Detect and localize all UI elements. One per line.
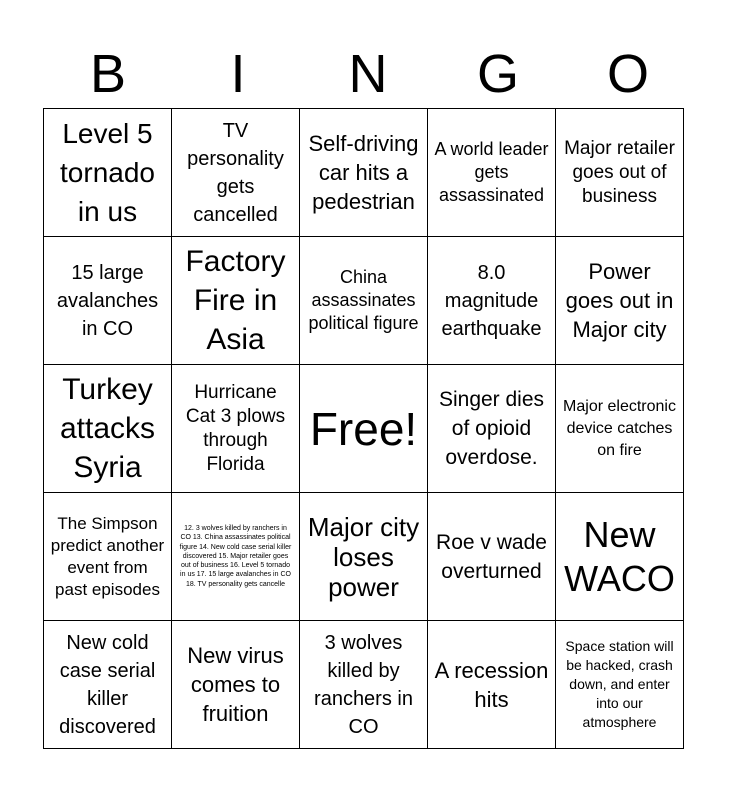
bingo-cell[interactable]: Major retailer goes out of business	[556, 109, 684, 237]
header-letter-n: N	[348, 44, 388, 104]
header-letter-o: O	[606, 44, 649, 104]
bingo-cell[interactable]: Self-driving car hits a pedestrian	[300, 109, 428, 237]
bingo-grid	[43, 108, 684, 749]
bingo-cell[interactable]: New WACO	[556, 493, 684, 621]
bingo-cell[interactable]: TV personality gets cancelled	[172, 109, 300, 237]
bingo-cell[interactable]: Roe v wade overturned	[428, 493, 556, 621]
grid-row	[44, 365, 684, 493]
free-cell[interactable]: Free!	[300, 365, 428, 493]
bingo-cell[interactable]: 12. 3 wolves killed by ranchers in CO 13. China assassinates political figure 14. New cold case serial killer discovered 15. Major retailer goes out of business 16. Level 5 tornado in us 17. 15 large avalanches in CO 18. TV personality gets cancelle	[172, 493, 300, 621]
bingo-cell[interactable]: Hurricane Cat 3 plows through Florida	[172, 365, 300, 493]
grid-row	[44, 493, 684, 621]
bingo-cell[interactable]: Major city loses power	[300, 493, 428, 621]
bingo-cell[interactable]: Power goes out in Major city	[556, 237, 684, 365]
bingo-cell[interactable]: New cold case serial killer discovered	[44, 621, 172, 749]
bingo-cell[interactable]: 3 wolves killed by ranchers in CO	[300, 621, 428, 749]
bingo-cell[interactable]: New virus comes to fruition	[172, 621, 300, 749]
header-letter-i: I	[230, 44, 246, 104]
bingo-cell[interactable]: Factory Fire in Asia	[172, 237, 300, 365]
bingo-cell[interactable]: A world leader gets assassinated	[428, 109, 556, 237]
header-letter-g: G	[476, 44, 519, 104]
grid-row	[44, 109, 684, 237]
bingo-cell[interactable]: 15 large avalanches in CO	[44, 237, 172, 365]
bingo-cell[interactable]: The Simpson predict another event from past episodes	[44, 493, 172, 621]
bingo-cell[interactable]: China assassinates political figure	[300, 237, 428, 365]
bingo-cell[interactable]: Turkey attacks Syria	[44, 365, 172, 493]
header-letter-b: B	[89, 44, 127, 104]
grid-row	[44, 621, 684, 749]
bingo-cell[interactable]: Singer dies of opioid overdose.	[428, 365, 556, 493]
bingo-cell[interactable]: Major electronic device catches on fire	[556, 365, 684, 493]
grid-row	[44, 237, 684, 365]
bingo-cell[interactable]: Level 5 tornado in us	[44, 109, 172, 237]
bingo-cell[interactable]: Space station will be hacked, crash down, and enter into our atmosphere	[556, 621, 684, 749]
bingo-cell[interactable]: 8.0 magnitude earthquake	[428, 237, 556, 365]
bingo-header	[43, 40, 693, 108]
bingo-cell[interactable]: A recession hits	[428, 621, 556, 749]
